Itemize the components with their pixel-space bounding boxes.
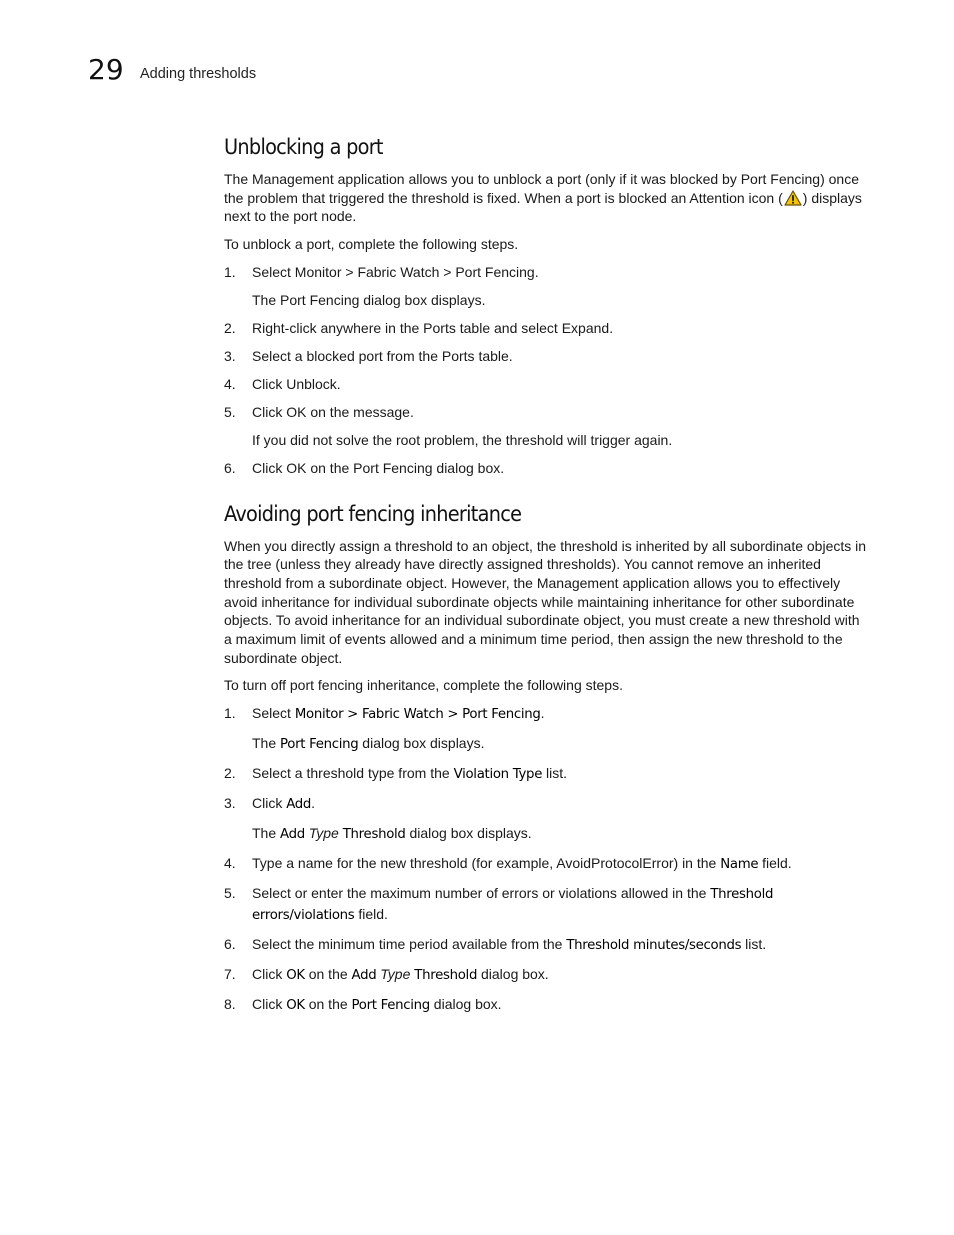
step-note: If you did not solve the root problem, the threshold will trigger again.	[252, 431, 673, 448]
ui-dialog-name: Add	[280, 827, 305, 843]
step-number: 4.	[224, 375, 236, 392]
step-number: 5.	[224, 403, 236, 420]
step-text: Right-click anywhere in the Ports table and select Expand.	[252, 319, 614, 336]
note-text: dialog box displays.	[358, 735, 485, 752]
step-text: Click Unblock.	[252, 375, 341, 392]
step-text: .	[311, 795, 315, 812]
list-item	[224, 347, 870, 366]
variable-text: Type	[380, 965, 411, 982]
list-item	[224, 704, 870, 755]
section-heading-unblocking: Unblocking a port	[224, 135, 383, 159]
list-item	[224, 884, 870, 925]
intro-text-continued: ) displays next to the port node.	[224, 189, 862, 225]
ui-dialog-name: Threshold	[342, 827, 406, 843]
step-note	[252, 824, 870, 845]
step-number: 3.	[224, 795, 236, 812]
list-item	[224, 995, 870, 1016]
intro-text: The Management application allows you to unblock a port (only if it was blocked by Port Fencing) once the problem that triggered the threshold is fixed. When a port is blocked an Attention icon (	[224, 171, 860, 206]
step-text: Select a threshold type from the	[252, 765, 454, 782]
ui-dialog-name: Add	[351, 967, 377, 983]
step-text: field.	[758, 855, 792, 872]
step-text: Select a blocked port from the Ports table.	[252, 347, 513, 364]
step-text: Click	[252, 965, 287, 982]
section-intro-inheritance: When you directly assign a threshold to an object, the threshold is inherited by all subordinate objects in the tree (unless they already have directly assigned thresholds). You cannot remove an inherited threshold from a subordinate object. However, the Management application allows you to effectively avoid inheritance for individual subordinate objects while maintaining inheritance for other subordinate objects. To avoid inheritance for an individual subordinate object, you must create a new threshold with a maximum limit of events allowed and a minimum time period, then assign the new threshold to the subordinate object.	[224, 537, 867, 666]
step-text: field.	[354, 905, 388, 922]
ui-list-name: Threshold minutes/seconds	[566, 937, 742, 953]
ui-dialog-name: Threshold	[414, 967, 478, 983]
step-text: Click	[252, 795, 287, 812]
variable-text: Type	[308, 825, 339, 842]
step-text: list.	[542, 765, 567, 782]
step-text: .	[540, 705, 545, 722]
step-number: 4.	[224, 855, 236, 872]
list-item	[224, 935, 870, 956]
step-number: 1.	[224, 263, 236, 280]
step-note: The Port Fencing dialog box displays.	[252, 291, 486, 308]
steps-lead-inheritance: To turn off port fencing inheritance, complete the following steps.	[224, 677, 623, 694]
ui-dialog-name: Port Fencing	[351, 997, 430, 1013]
step-note	[252, 734, 870, 755]
list-item	[224, 965, 870, 986]
list-item	[224, 319, 870, 338]
chapter-title: Adding thresholds	[140, 66, 257, 82]
section-heading-inheritance: Avoiding port fencing inheritance	[224, 501, 522, 526]
step-number: 7.	[224, 965, 236, 982]
list-item	[224, 854, 870, 875]
ui-button-name: OK	[286, 967, 305, 983]
steps-lead-unblocking: To unblock a port, complete the following steps.	[224, 236, 519, 253]
step-number: 8.	[224, 995, 236, 1012]
steps-list-inheritance	[224, 704, 870, 1015]
step-number: 5.	[224, 885, 236, 902]
steps-list-unblocking	[224, 263, 870, 478]
step-text: list.	[741, 935, 767, 952]
step-text: Select	[252, 705, 295, 722]
step-text: dialog box.	[477, 965, 549, 982]
list-item	[224, 403, 870, 450]
note-text: dialog box displays.	[405, 825, 532, 842]
step-number: 2.	[224, 319, 236, 336]
step-number: 2.	[224, 765, 236, 782]
step-text: Select or enter the maximum number of errors or violations allowed in the	[252, 885, 711, 902]
step-number: 3.	[224, 347, 236, 364]
ui-menu-path: Monitor > Fabric Watch > Port Fencing	[294, 707, 541, 723]
step-number: 6.	[224, 459, 236, 476]
step-text: on the	[304, 965, 352, 982]
step-text: Select the minimum time period available from the	[252, 935, 567, 952]
step-text: Click	[252, 995, 287, 1012]
list-item	[224, 764, 870, 785]
list-item	[224, 375, 870, 394]
step-text: Select Monitor > Fabric Watch > Port Fencing.	[252, 263, 539, 280]
note-text: The	[252, 735, 281, 752]
step-text: on the	[304, 995, 352, 1012]
step-number: 1.	[224, 705, 236, 722]
note-text: The	[252, 825, 281, 842]
attention-warning-icon	[784, 190, 802, 206]
ui-button-name: Add	[286, 797, 312, 813]
step-text: Type a name for the new threshold (for example, AvoidProtocolError) in the	[252, 855, 721, 872]
ui-list-name: Violation Type	[453, 767, 543, 783]
ui-dialog-name: Port Fencing	[280, 737, 359, 753]
chapter-number: 29	[88, 53, 124, 86]
ui-button-name: OK	[286, 997, 305, 1013]
list-item	[224, 459, 870, 478]
section-intro-unblocking	[224, 170, 870, 226]
step-text: Click OK on the Port Fencing dialog box.	[252, 459, 505, 476]
list-item	[224, 794, 870, 845]
step-number: 6.	[224, 935, 236, 952]
ui-field-name: Threshold errors/violations	[252, 887, 774, 923]
list-item	[224, 263, 870, 310]
step-text: dialog box.	[429, 995, 502, 1012]
page-content	[224, 130, 870, 1025]
ui-field-name: Name	[720, 857, 759, 873]
step-text: Click OK on the message.	[252, 403, 414, 420]
